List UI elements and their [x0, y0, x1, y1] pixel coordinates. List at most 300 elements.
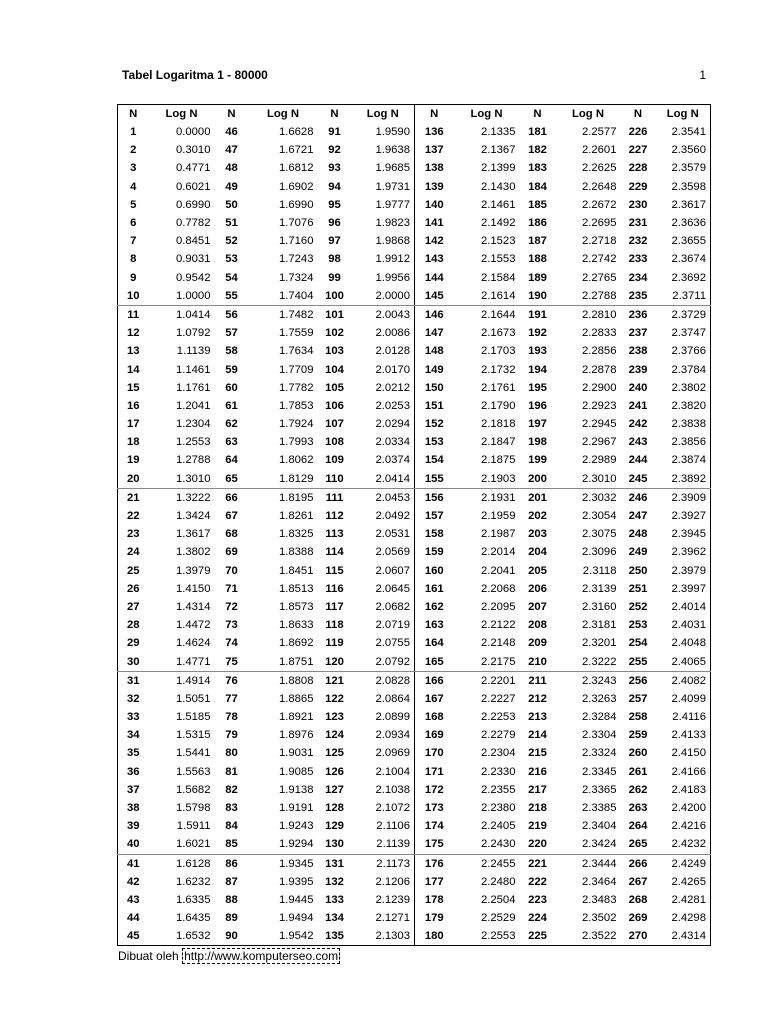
- cell-n: 81: [225, 765, 238, 778]
- cell-log-n: 2.3424: [556, 835, 621, 854]
- cell-log-n: 2.1461: [480, 198, 516, 211]
- cell-log-n: 2.0000: [352, 287, 415, 306]
- cell-n: 264: [628, 820, 648, 833]
- cell-n: 22: [126, 510, 140, 523]
- cell-n: 10: [118, 287, 149, 306]
- website-link[interactable]: http://www.komputerseo.com: [184, 949, 339, 963]
- cell-n: 237: [628, 327, 648, 340]
- cell-log-n: 2.3541: [671, 126, 706, 139]
- cell-log-n: 2.2989: [581, 454, 617, 467]
- cell-log-n: 1.4624: [175, 637, 211, 650]
- cell-n: 137: [415, 141, 454, 159]
- cell-n: 103: [325, 345, 344, 358]
- cell-log-n: 1.5441: [175, 747, 211, 760]
- cell-n: 24: [126, 546, 140, 559]
- cell-n: 34: [126, 729, 140, 742]
- cell-n: 173: [415, 799, 454, 817]
- cell-log-n: 2.1875: [480, 454, 516, 467]
- cell-log-n: 2.1206: [375, 875, 410, 888]
- cell-n: 79: [225, 729, 238, 742]
- cell-n: 44: [126, 912, 140, 925]
- column-header-log-n: Log N: [267, 108, 299, 120]
- cell-n: 144: [415, 269, 454, 287]
- cell-n: 228: [628, 162, 648, 175]
- table-row: [118, 726, 711, 744]
- table-row: [118, 196, 711, 214]
- cell-n: 88: [225, 893, 238, 906]
- cell-log-n: 1.9542: [278, 930, 314, 943]
- cell-n: 235: [621, 287, 656, 306]
- cell-log-n: 1.0792: [175, 327, 211, 340]
- cell-n: 217: [528, 783, 547, 796]
- cell-n: 158: [415, 525, 454, 543]
- cell-n: 54: [225, 271, 238, 284]
- table-row: [118, 873, 711, 891]
- cell-log-n: 1.9138: [278, 783, 314, 796]
- cell-n: 93: [328, 162, 341, 175]
- cell-log-n: 2.3096: [581, 546, 617, 559]
- cell-log-n: 2.1173: [376, 857, 410, 870]
- cell-n: 174: [415, 817, 454, 835]
- cell-n: 236: [628, 308, 648, 321]
- logarithm-table: [117, 104, 711, 946]
- cell-n: 127: [325, 783, 344, 796]
- cell-log-n: 2.0645: [375, 582, 410, 595]
- table-row: [118, 799, 711, 817]
- cell-log-n: 1.6628: [278, 126, 314, 139]
- cell-n: 113: [325, 528, 344, 541]
- cell-n: 92: [328, 144, 341, 157]
- cell-n: 33: [126, 711, 140, 724]
- cell-log-n: 1.7853: [278, 399, 314, 412]
- cell-n: 62: [225, 418, 238, 431]
- cell-log-n: 1.5911: [176, 820, 211, 833]
- cell-n: 35: [126, 747, 140, 760]
- cell-n: 31: [126, 674, 140, 687]
- cell-log-n: 1.4150: [175, 582, 211, 595]
- cell-n: 212: [528, 692, 547, 705]
- cell-log-n: 1.7160: [278, 235, 314, 248]
- cell-log-n: 2.4031: [671, 619, 706, 632]
- cell-n: 182: [528, 144, 547, 157]
- cell-n: 154: [415, 451, 454, 469]
- cell-n: 45: [126, 930, 140, 943]
- cell-log-n: 1.6902: [278, 180, 314, 193]
- cell-n: 118: [325, 619, 344, 632]
- cell-log-n: 2.2900: [581, 381, 617, 394]
- cell-n: 74: [225, 637, 238, 650]
- cell-n: 196: [528, 399, 547, 412]
- cell-n: 210: [520, 652, 556, 671]
- cell-log-n: 2.1038: [375, 783, 410, 796]
- cell-n: 266: [628, 857, 648, 870]
- cell-n: 243: [628, 436, 648, 449]
- cell-n: 185: [528, 198, 547, 211]
- cell-log-n: 2.1335: [480, 126, 516, 139]
- cell-log-n: 2.3962: [671, 546, 706, 559]
- cell-log-n: 2.0492: [375, 510, 410, 523]
- cell-log-n: 1.7243: [278, 253, 314, 266]
- cell-n: 253: [628, 619, 648, 632]
- cell-n: 187: [528, 235, 547, 248]
- cell-log-n: 2.4183: [671, 783, 706, 796]
- cell-log-n: 2.1271: [375, 912, 410, 925]
- cell-log-n: 2.3464: [581, 875, 617, 888]
- cell-n: 159: [415, 543, 454, 561]
- cell-log-n: 1.0414: [175, 308, 211, 321]
- cell-log-n: 1.6021: [149, 835, 215, 854]
- cell-n: 48: [225, 162, 238, 175]
- cell-log-n: 2.2601: [581, 144, 617, 157]
- cell-n: 51: [225, 217, 238, 230]
- cell-log-n: 2.3598: [671, 180, 706, 193]
- cell-n: 166: [415, 671, 454, 690]
- cell-n: 263: [628, 802, 648, 815]
- cell-n: 251: [628, 582, 648, 595]
- cell-log-n: 2.1703: [480, 345, 516, 358]
- cell-n: 205: [528, 564, 547, 577]
- cell-log-n: 1.5185: [175, 711, 211, 724]
- cell-n: 139: [415, 178, 454, 196]
- cell-n: 181: [528, 126, 547, 139]
- cell-log-n: 2.1732: [480, 363, 516, 376]
- cell-log-n: 2.1239: [375, 893, 410, 906]
- cell-log-n: 2.0569: [375, 546, 410, 559]
- cell-log-n: 2.2175: [454, 652, 520, 671]
- cell-n: 119: [325, 637, 344, 650]
- cell-log-n: 2.3838: [671, 418, 706, 431]
- table-row: [118, 652, 711, 671]
- table-row: [118, 927, 711, 946]
- cell-log-n: 2.3032: [581, 491, 617, 504]
- cell-n: 122: [325, 692, 344, 705]
- cell-n: 120: [318, 652, 352, 671]
- cell-log-n: 1.2041: [175, 399, 211, 412]
- cell-n: 19: [126, 454, 140, 467]
- cell-log-n: 2.0934: [375, 729, 410, 742]
- cell-n: 3: [130, 162, 137, 175]
- cell-n: 250: [628, 564, 648, 577]
- cell-n: 260: [628, 747, 648, 760]
- cell-log-n: 2.1553: [480, 253, 516, 266]
- cell-n: 7: [130, 235, 137, 248]
- cell-log-n: 2.1614: [454, 287, 520, 306]
- cell-n: 64: [225, 454, 238, 467]
- cell-log-n: 2.3324: [581, 747, 617, 760]
- cell-n: 150: [415, 379, 454, 397]
- cell-log-n: 2.3010: [556, 470, 621, 489]
- cell-log-n: 2.3820: [671, 399, 706, 412]
- cell-n: 178: [415, 891, 454, 909]
- cell-log-n: 1.8808: [278, 674, 314, 687]
- cell-log-n: 2.1818: [480, 418, 516, 431]
- cell-n: 147: [415, 324, 454, 342]
- cell-n: 73: [225, 619, 238, 632]
- cell-log-n: 1.6990: [278, 198, 314, 211]
- cell-n: 190: [520, 287, 556, 306]
- cell-n: 114: [325, 546, 344, 559]
- table-row: [118, 708, 711, 726]
- cell-log-n: 1.9777: [375, 198, 410, 211]
- cell-log-n: 2.2788: [556, 287, 621, 306]
- cell-log-n: 1.9685: [375, 162, 410, 175]
- cell-log-n: 2.0212: [375, 381, 410, 394]
- cell-log-n: 2.2095: [480, 600, 516, 613]
- cell-n: 101: [325, 308, 344, 321]
- cell-n: 167: [415, 690, 454, 708]
- cell-log-n: 2.3874: [671, 454, 706, 467]
- column-header-n: N: [330, 108, 339, 120]
- cell-log-n: 2.3945: [671, 528, 706, 541]
- table-row: [118, 507, 711, 525]
- cell-n: 50: [225, 198, 238, 211]
- cell-log-n: 1.6532: [175, 930, 211, 943]
- cell-log-n: 2.3617: [671, 198, 706, 211]
- cell-n: 255: [621, 652, 656, 671]
- cell-n: 177: [415, 873, 454, 891]
- cell-n: 168: [415, 708, 454, 726]
- page-title: Tabel Logaritma 1 - 80000: [122, 68, 268, 82]
- cell-n: 100: [318, 287, 352, 306]
- page-number: 1: [699, 68, 706, 82]
- cell-log-n: 1.8751: [249, 652, 318, 671]
- cell-n: 170: [415, 744, 454, 762]
- cell-log-n: 2.0607: [375, 564, 410, 577]
- cell-log-n: 2.2718: [581, 235, 617, 248]
- table-row: [118, 580, 711, 598]
- column-header-n: N: [533, 108, 542, 120]
- table-row: [118, 178, 711, 196]
- cell-n: 226: [628, 126, 648, 139]
- cell-log-n: 2.2577: [581, 126, 617, 139]
- cell-log-n: 1.4771: [149, 652, 215, 671]
- cell-n: 198: [528, 436, 547, 449]
- cell-n: 2: [130, 144, 137, 157]
- cell-n: 82: [225, 783, 238, 796]
- cell-log-n: 2.3997: [671, 582, 706, 595]
- table-row: [118, 397, 711, 415]
- cell-log-n: 2.3784: [671, 363, 706, 376]
- cell-log-n: 1.4472: [175, 619, 211, 632]
- cell-log-n: 2.1139: [352, 835, 415, 854]
- table-header: [118, 105, 711, 124]
- cell-n: 249: [628, 546, 648, 559]
- cell-n: 213: [528, 711, 547, 724]
- cell-log-n: 1.1139: [176, 345, 211, 358]
- cell-log-n: 2.0864: [375, 692, 410, 705]
- cell-n: 72: [225, 600, 238, 613]
- cell-n: 140: [415, 196, 454, 214]
- cell-n: 129: [325, 820, 344, 833]
- cell-log-n: 1.3617: [175, 528, 211, 541]
- cell-log-n: 2.1584: [480, 271, 516, 284]
- cell-n: 220: [520, 835, 556, 854]
- cell-log-n: 2.1303: [375, 930, 410, 943]
- cell-log-n: 2.1004: [375, 765, 410, 778]
- cell-log-n: 2.0969: [375, 747, 410, 760]
- cell-n: 248: [628, 528, 648, 541]
- cell-log-n: 2.0792: [352, 652, 415, 671]
- cell-n: 206: [528, 582, 547, 595]
- cell-n: 230: [628, 198, 648, 211]
- cell-log-n: 2.3979: [671, 564, 706, 577]
- cell-log-n: 1.7924: [278, 418, 314, 431]
- cell-n: 231: [628, 217, 648, 230]
- cell-n: 99: [328, 271, 341, 284]
- cell-log-n: 1.9868: [375, 235, 410, 248]
- cell-log-n: 2.2405: [480, 820, 516, 833]
- cell-n: 4: [130, 180, 137, 193]
- table-row: [118, 744, 711, 762]
- column-header-n: N: [227, 108, 236, 120]
- cell-n: 107: [325, 418, 344, 431]
- cell-n: 55: [215, 287, 249, 306]
- cell-n: 165: [415, 652, 454, 671]
- cell-n: 239: [628, 363, 648, 376]
- cell-n: 126: [325, 765, 344, 778]
- cell-n: 267: [628, 875, 648, 888]
- cell-log-n: 2.0755: [375, 637, 410, 650]
- column-header-n: N: [415, 105, 454, 124]
- cell-log-n: 1.8261: [278, 510, 314, 523]
- cell-log-n: 1.9638: [375, 144, 410, 157]
- table-row: [118, 562, 711, 580]
- cell-n: 123: [325, 711, 344, 724]
- cell-n: 23: [126, 528, 140, 541]
- cell-log-n: 1.3222: [175, 491, 211, 504]
- cell-n: 125: [325, 747, 344, 760]
- cell-log-n: 2.0043: [375, 308, 410, 321]
- cell-log-n: 2.4082: [671, 674, 706, 687]
- cell-n: 21: [126, 491, 140, 504]
- cell-n: 153: [415, 433, 454, 451]
- cell-log-n: 2.4166: [671, 765, 706, 778]
- cell-log-n: 2.2279: [480, 729, 516, 742]
- cell-log-n: 2.3636: [671, 217, 706, 230]
- cell-log-n: 1.7324: [278, 271, 314, 284]
- cell-log-n: 2.0334: [375, 436, 410, 449]
- cell-n: 268: [628, 893, 648, 906]
- cell-log-n: 1.8976: [278, 729, 314, 742]
- cell-n: 65: [215, 470, 249, 489]
- cell-n: 70: [225, 564, 238, 577]
- cell-log-n: 1.7076: [278, 217, 314, 230]
- table-row: [118, 342, 711, 360]
- cell-log-n: 2.3263: [581, 692, 617, 705]
- table-row: [118, 671, 711, 690]
- cell-n: 11: [127, 308, 140, 321]
- cell-log-n: 2.4249: [671, 857, 706, 870]
- cell-log-n: 1.9031: [278, 747, 314, 760]
- cell-n: 41: [126, 857, 140, 870]
- cell-log-n: 2.0294: [375, 418, 410, 431]
- cell-log-n: 2.3729: [671, 308, 706, 321]
- cell-n: 247: [628, 510, 648, 523]
- cell-n: 199: [528, 454, 547, 467]
- cell-n: 90: [225, 930, 238, 943]
- cell-log-n: 2.3345: [581, 765, 617, 778]
- cell-log-n: 1.3010: [149, 470, 215, 489]
- cell-log-n: 2.3404: [581, 820, 617, 833]
- table-row: [118, 324, 711, 342]
- cell-log-n: 1.1461: [175, 363, 211, 376]
- cell-n: 130: [318, 835, 352, 854]
- table-row: [118, 488, 711, 507]
- cell-n: 112: [325, 510, 344, 523]
- cell-log-n: 2.2253: [480, 711, 516, 724]
- cell-n: 192: [528, 327, 547, 340]
- cell-log-n: 0.9031: [175, 253, 211, 266]
- cell-n: 184: [528, 180, 547, 193]
- cell-n: 38: [126, 802, 140, 815]
- cell-log-n: 1.8325: [278, 528, 314, 541]
- cell-n: 116: [325, 582, 344, 595]
- cell-n: 224: [528, 912, 547, 925]
- cell-log-n: 0.6021: [175, 180, 211, 193]
- cell-log-n: 2.1644: [480, 308, 516, 321]
- column-header-n: N: [129, 108, 138, 120]
- cell-n: 138: [415, 159, 454, 177]
- cell-n: 257: [628, 692, 648, 705]
- cell-n: 89: [225, 912, 238, 925]
- cell-n: 12: [126, 327, 140, 340]
- column-header-log-n: Log N: [366, 108, 399, 120]
- cell-n: 26: [126, 582, 140, 595]
- cell-n: 47: [225, 144, 238, 157]
- cell-n: 20: [118, 470, 149, 489]
- table-row: [118, 415, 711, 433]
- cell-n: 188: [528, 253, 547, 266]
- cell-log-n: 2.4150: [671, 747, 706, 760]
- cell-n: 63: [225, 436, 238, 449]
- cell-log-n: 1.9823: [375, 217, 410, 230]
- cell-log-n: 2.2201: [480, 674, 516, 687]
- cell-n: 39: [126, 820, 140, 833]
- cell-n: 71: [225, 582, 238, 595]
- cell-log-n: 2.4065: [656, 652, 711, 671]
- cell-n: 163: [415, 616, 454, 634]
- cell-n: 160: [415, 562, 454, 580]
- cell-log-n: 2.2923: [581, 399, 617, 412]
- table-body: [118, 123, 711, 946]
- cell-n: 40: [118, 835, 149, 854]
- table-row: [118, 690, 711, 708]
- column-header-log-n: Log N: [572, 108, 604, 120]
- cell-n: 246: [628, 491, 648, 504]
- column-header-log-n: Log N: [165, 108, 198, 120]
- table-row: [118, 305, 711, 324]
- cell-n: 223: [528, 893, 547, 906]
- table-row: [118, 123, 711, 141]
- cell-log-n: 1.6812: [278, 162, 314, 175]
- cell-n: 136: [415, 123, 454, 141]
- cell-log-n: 2.4014: [671, 600, 706, 613]
- header-row: [118, 105, 711, 124]
- cell-log-n: 1.3802: [175, 546, 211, 559]
- cell-n: 162: [415, 598, 454, 616]
- cell-log-n: 1.1761: [175, 381, 211, 394]
- cell-log-n: 1.8573: [278, 600, 314, 613]
- cell-n: 194: [528, 363, 547, 376]
- table-row: [118, 470, 711, 489]
- cell-log-n: 1.9445: [278, 893, 314, 906]
- cell-log-n: 2.4116: [672, 711, 706, 724]
- cell-log-n: 0.7782: [175, 217, 211, 230]
- cell-log-n: 1.9294: [249, 835, 318, 854]
- cell-n: 87: [225, 875, 238, 888]
- footer-credit: Dibuat oleh: [118, 949, 179, 963]
- cell-n: 36: [126, 765, 140, 778]
